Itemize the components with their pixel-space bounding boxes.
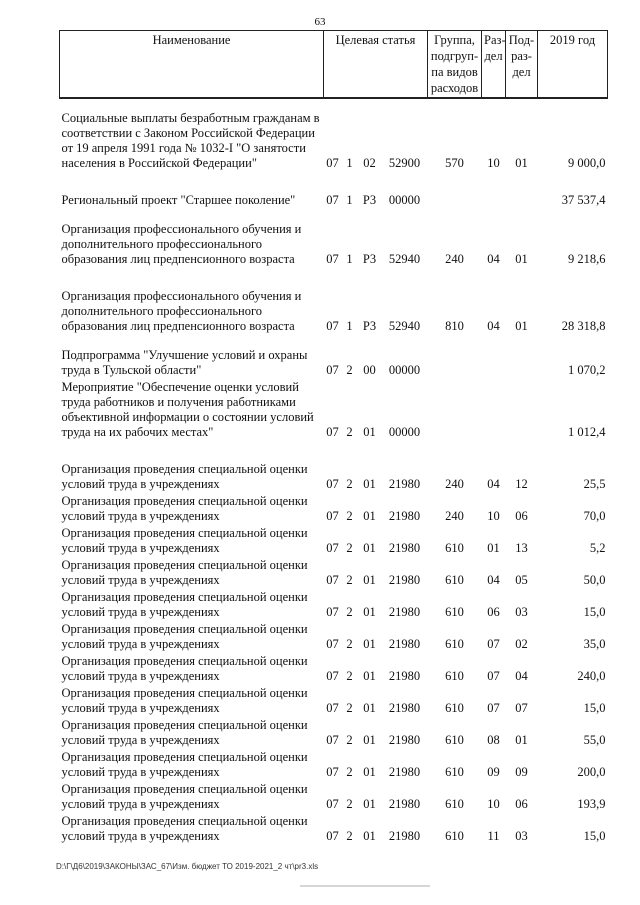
subsection-code: 09 xyxy=(515,765,528,779)
table-row xyxy=(60,380,608,442)
header-target-article: Целевая статья xyxy=(324,31,428,99)
amount-2019: 5,2 xyxy=(589,541,606,555)
subsection-code: 01 xyxy=(515,319,528,333)
target-code-program: 07 xyxy=(326,669,339,683)
target-code-event: 01 xyxy=(363,509,376,523)
target-code-event: P3 xyxy=(362,319,377,333)
header-subsection: Под-раз-дел xyxy=(506,31,538,99)
target-code-program: 07 xyxy=(326,425,339,439)
target-code-subprogram: 1 xyxy=(346,319,353,333)
subsection-code xyxy=(506,380,538,442)
subsection-code: 06 xyxy=(515,509,528,523)
amount-2019: 1 012,4 xyxy=(568,425,606,439)
target-code-event: P3 xyxy=(362,193,377,207)
table-row xyxy=(60,193,608,210)
target-code-subprogram: 2 xyxy=(346,573,353,587)
expense-group: 610 xyxy=(445,829,464,843)
target-code-direction: 00000 xyxy=(388,193,421,207)
amount-2019: 15,0 xyxy=(583,605,606,619)
subsection-code xyxy=(506,348,538,380)
row-name: Организация проведения специальной оценки условий труда в учреждениях xyxy=(61,590,308,619)
target-code-subprogram: 1 xyxy=(346,252,353,266)
target-code-event: 01 xyxy=(363,829,376,843)
target-code-program: 07 xyxy=(326,363,339,377)
target-code-subprogram: 2 xyxy=(346,765,353,779)
expense-group: 240 xyxy=(445,477,464,491)
amount-2019: 55,0 xyxy=(583,733,606,747)
target-code-subprogram: 1 xyxy=(346,156,353,170)
subsection-code: 03 xyxy=(515,605,528,619)
budget-table xyxy=(59,30,608,846)
target-code-program: 07 xyxy=(326,193,339,207)
row-name: Региональный проект "Старшее поколение" xyxy=(61,193,296,207)
table-row xyxy=(60,718,608,750)
expense-group: 610 xyxy=(445,669,464,683)
row-name: Организация проведения специальной оценки условий труда в учреждениях xyxy=(61,622,308,651)
expense-group: 240 xyxy=(445,509,464,523)
amount-2019: 15,0 xyxy=(583,701,606,715)
target-code-program: 07 xyxy=(326,829,339,843)
target-code-event: 01 xyxy=(363,605,376,619)
row-name: Организация профессионального обучения и дополнительного профессионального образования лиц предпенсионного возраста xyxy=(61,222,302,266)
target-code-direction: 21980 xyxy=(388,669,421,683)
table-row xyxy=(60,782,608,814)
target-code-direction: 21980 xyxy=(388,477,421,491)
target-code-subprogram: 2 xyxy=(346,797,353,811)
subsection-code: 03 xyxy=(515,829,528,843)
target-code-event: 01 xyxy=(363,669,376,683)
amount-2019: 15,0 xyxy=(583,829,606,843)
target-code-direction: 21980 xyxy=(388,765,421,779)
target-code-program: 07 xyxy=(326,541,339,555)
amount-2019: 35,0 xyxy=(583,637,606,651)
table-row xyxy=(60,814,608,846)
expense-group: 240 xyxy=(445,252,464,266)
section-code: 04 xyxy=(487,252,500,266)
target-code-direction: 21980 xyxy=(388,605,421,619)
target-code-subprogram: 2 xyxy=(346,541,353,555)
target-code-direction: 21980 xyxy=(388,509,421,523)
row-name: Организация проведения специальной оценки условий труда в учреждениях xyxy=(61,558,308,587)
target-code-direction: 52940 xyxy=(388,319,421,333)
target-code-event: P3 xyxy=(362,252,377,266)
section-code: 11 xyxy=(487,829,500,843)
section-code: 07 xyxy=(487,669,500,683)
amount-2019: 9 000,0 xyxy=(568,156,606,170)
target-code-program: 07 xyxy=(326,319,339,333)
table-row xyxy=(60,622,608,654)
table-row xyxy=(60,111,608,173)
row-name: Подпрограмма "Улучшение условий и охраны труда в Тульской области" xyxy=(61,348,308,377)
target-code-direction: 00000 xyxy=(388,363,421,377)
section-code: 07 xyxy=(487,637,500,651)
table-header xyxy=(60,31,608,99)
table-row xyxy=(60,686,608,718)
section-code: 04 xyxy=(487,573,500,587)
row-name: Организация проведения специальной оценки условий труда в учреждениях xyxy=(61,462,308,491)
table-row xyxy=(60,462,608,494)
target-code-event: 01 xyxy=(363,425,376,439)
target-code-program: 07 xyxy=(326,156,339,170)
table-row xyxy=(60,654,608,686)
amount-2019: 200,0 xyxy=(577,765,606,779)
target-code-direction: 21980 xyxy=(388,797,421,811)
header-group: Группа, подгруп-па видов расходов xyxy=(428,31,482,99)
target-code-subprogram: 2 xyxy=(346,669,353,683)
section-code: 10 xyxy=(487,797,500,811)
target-code-direction: 21980 xyxy=(388,733,421,747)
target-code-direction: 00000 xyxy=(388,425,421,439)
section-code: 06 xyxy=(487,605,500,619)
subsection-code: 04 xyxy=(515,669,528,683)
table-row xyxy=(60,222,608,269)
target-code-direction: 52900 xyxy=(388,156,421,170)
target-code-event: 01 xyxy=(363,573,376,587)
expense-group: 610 xyxy=(445,637,464,651)
amount-2019: 1 070,2 xyxy=(568,363,606,377)
target-code-direction: 21980 xyxy=(388,829,421,843)
target-code-event: 01 xyxy=(363,477,376,491)
target-code-event: 00 xyxy=(363,363,376,377)
expense-group: 610 xyxy=(445,765,464,779)
target-code-subprogram: 2 xyxy=(346,701,353,715)
amount-2019: 9 218,6 xyxy=(568,252,606,266)
subsection-code xyxy=(506,193,538,210)
target-code-subprogram: 2 xyxy=(346,829,353,843)
section-code xyxy=(482,348,506,380)
header-name: Наименование xyxy=(60,31,324,99)
target-code-program: 07 xyxy=(326,733,339,747)
row-name: Организация профессионального обучения и дополнительного профессионального образования лиц предпенсионного возраста xyxy=(61,289,302,333)
row-name: Организация проведения специальной оценки условий труда в учреждениях xyxy=(61,494,308,523)
expense-group: 810 xyxy=(445,319,464,333)
row-name: Организация проведения специальной оценки условий труда в учреждениях xyxy=(61,654,308,683)
target-code-subprogram: 2 xyxy=(346,605,353,619)
amount-2019: 240,0 xyxy=(577,669,606,683)
target-code-program: 07 xyxy=(326,509,339,523)
target-code-subprogram: 2 xyxy=(346,363,353,377)
expense-group: 610 xyxy=(445,733,464,747)
target-code-event: 01 xyxy=(363,541,376,555)
target-code-subprogram: 2 xyxy=(346,509,353,523)
section-code xyxy=(482,193,506,210)
target-code-subprogram: 1 xyxy=(346,193,353,207)
target-code-program: 07 xyxy=(326,637,339,651)
section-code: 09 xyxy=(487,765,500,779)
target-code-direction: 21980 xyxy=(388,701,421,715)
table-row xyxy=(60,289,608,336)
target-code-event: 02 xyxy=(363,156,376,170)
expense-group: 610 xyxy=(445,797,464,811)
row-name: Мероприятие "Обеспечение оценки условий труда работников и получения работниками объективной информации о состоянии условий труда на их рабочих местах" xyxy=(61,380,314,439)
section-code: 08 xyxy=(487,733,500,747)
expense-group: 610 xyxy=(445,605,464,619)
section-code: 10 xyxy=(487,509,500,523)
table-body xyxy=(60,98,608,846)
subsection-code: 02 xyxy=(515,637,528,651)
target-code-program: 07 xyxy=(326,252,339,266)
amount-2019: 28 318,8 xyxy=(561,319,606,333)
table-row xyxy=(60,348,608,380)
subsection-code: 01 xyxy=(515,733,528,747)
row-name: Социальные выплаты безработным гражданам в соответствии с Законом Российской Федерации от 19 апреля 1991 года № 1032-I "О занятости населения в Российской Федерации" xyxy=(61,111,320,170)
expense-group xyxy=(428,380,482,442)
subsection-code: 07 xyxy=(515,701,528,715)
target-code-direction: 52940 xyxy=(388,252,421,266)
table-row xyxy=(60,526,608,558)
target-code-subprogram: 2 xyxy=(346,477,353,491)
amount-2019: 50,0 xyxy=(583,573,606,587)
target-code-event: 01 xyxy=(363,637,376,651)
row-name: Организация проведения специальной оценки условий труда в учреждениях xyxy=(61,718,308,747)
table-row xyxy=(60,558,608,590)
subsection-code: 05 xyxy=(515,573,528,587)
target-code-program: 07 xyxy=(326,765,339,779)
row-name: Организация проведения специальной оценки условий труда в учреждениях xyxy=(61,814,308,843)
target-code-program: 07 xyxy=(326,573,339,587)
subsection-code: 13 xyxy=(515,541,528,555)
section-code: 04 xyxy=(487,319,500,333)
expense-group: 610 xyxy=(445,541,464,555)
header-year: 2019 год xyxy=(538,31,608,99)
row-name: Организация проведения специальной оценки условий труда в учреждениях xyxy=(61,526,308,555)
page-number: 63 xyxy=(314,16,326,28)
subsection-code: 01 xyxy=(515,156,528,170)
row-name: Организация проведения специальной оценки условий труда в учреждениях xyxy=(61,686,308,715)
target-code-direction: 21980 xyxy=(388,637,421,651)
amount-2019: 25,5 xyxy=(583,477,606,491)
expense-group xyxy=(428,348,482,380)
row-name: Организация проведения специальной оценки условий труда в учреждениях xyxy=(61,750,308,779)
expense-group: 610 xyxy=(445,573,464,587)
amount-2019: 37 537,4 xyxy=(561,193,606,207)
target-code-event: 01 xyxy=(363,797,376,811)
target-code-event: 01 xyxy=(363,701,376,715)
target-code-program: 07 xyxy=(326,605,339,619)
target-code-subprogram: 2 xyxy=(346,637,353,651)
section-code: 07 xyxy=(487,701,500,715)
expense-group: 570 xyxy=(445,156,464,170)
target-code-event: 01 xyxy=(363,733,376,747)
target-code-subprogram: 2 xyxy=(346,733,353,747)
target-code-program: 07 xyxy=(326,797,339,811)
file-path-footer: D:\Г\Д6\2019\ЗАКОНЫ\ЗАС_67\Изм. бюджет ТО 2019-2021_2 чт\pr3.xls xyxy=(56,862,319,871)
target-code-program: 07 xyxy=(326,701,339,715)
section-code: 10 xyxy=(487,156,500,170)
section-code: 01 xyxy=(487,541,500,555)
expense-group: 610 xyxy=(445,701,464,715)
table-row xyxy=(60,494,608,526)
header-section: Раз-дел xyxy=(482,31,506,99)
section-code xyxy=(482,380,506,442)
target-code-subprogram: 2 xyxy=(346,425,353,439)
expense-group xyxy=(428,193,482,210)
subsection-code: 01 xyxy=(515,252,528,266)
target-code-event: 01 xyxy=(363,765,376,779)
subsection-code: 12 xyxy=(515,477,528,491)
section-code: 04 xyxy=(487,477,500,491)
row-name: Организация проведения специальной оценки условий труда в учреждениях xyxy=(61,782,308,811)
target-code-direction: 21980 xyxy=(388,573,421,587)
subsection-code: 06 xyxy=(515,797,528,811)
amount-2019: 70,0 xyxy=(583,509,606,523)
target-code-direction: 21980 xyxy=(388,541,421,555)
table-row xyxy=(60,750,608,782)
amount-2019: 193,9 xyxy=(577,797,606,811)
scan-smudge xyxy=(300,885,430,887)
table-row xyxy=(60,590,608,622)
target-code-program: 07 xyxy=(326,477,339,491)
